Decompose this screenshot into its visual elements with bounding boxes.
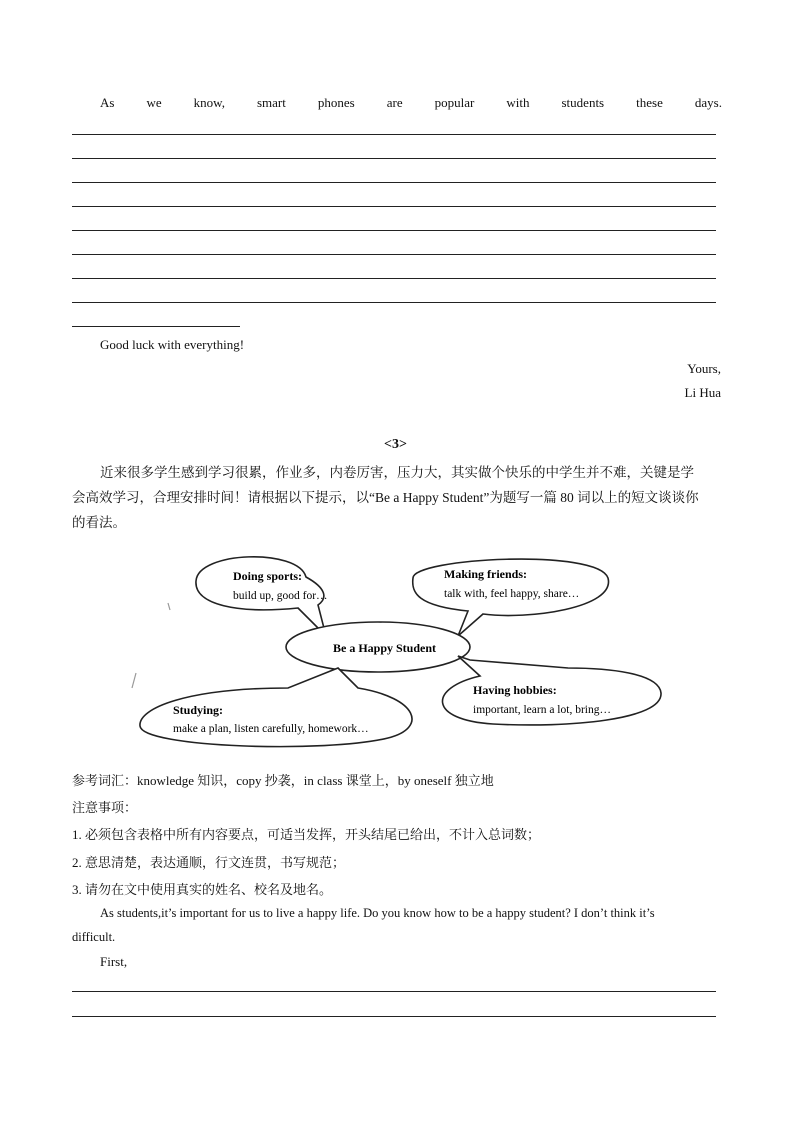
prompt-line: 的看法。 [72,515,126,530]
intro-word: know, [193,95,225,110]
notes-title: 注意事项： [72,800,138,815]
writing-line[interactable] [72,254,716,255]
scan-mark [132,673,136,688]
intro-word: smart [256,95,286,110]
letter-signature: Li Hua [684,385,721,400]
writing-line[interactable] [72,182,716,183]
bubble-title-studying: Studying: [173,703,224,717]
letter-closing: Good luck with everything! [100,337,245,352]
opening-line: As students,it’s important for us to live a happy life. Do you know how to be a happy student? I don’t think it’s [100,906,655,920]
bubble-title-making-friends: Making friends: [444,567,528,581]
opening-line-cont: difficult. [72,930,116,944]
intro-word: we [146,95,162,110]
intro-word: days. [694,95,722,110]
letter-signoff: Yours, [687,361,721,376]
bubble-title-doing-sports: Doing sports: [233,569,303,583]
writing-line[interactable] [72,1016,716,1017]
bubble-body-making-friends: talk with, feel happy, share… [444,588,580,600]
note-item: 3. 请勿在文中使用真实的姓名、校名及地名。 [72,882,333,897]
first-prompt: First, [100,954,128,969]
intro-word: these [636,95,663,110]
center-label: Be a Happy Student [333,641,437,655]
writing-line[interactable] [72,158,716,159]
scan-mark [168,603,170,610]
note-item: 1. 必须包含表格中所有内容要点，可适当发挥，开头结尾已给出，不计入总词数； [72,827,541,842]
intro-word: As [100,95,115,110]
section-prompt [72,460,722,535]
prompt-line: 会高效学习，合理安排时间！请根据以下提示，以“Be a Happy Student”为题写一篇 80 词以上的短文谈谈你 [72,490,699,505]
intro-word: popular [434,95,475,110]
bubble-title-having-hobbies: Having hobbies: [473,683,557,697]
intro-word: are [386,95,403,110]
writing-line[interactable] [72,134,716,135]
writing-line[interactable] [72,230,716,231]
writing-line[interactable] [72,278,716,279]
vocab-hint: 参考词汇：knowledge 知识，copy 抄袭，in class 课堂上，by oneself 独立地 [72,773,494,788]
intro-word: students [561,95,605,110]
writing-line[interactable] [72,991,716,992]
bubble-body-studying: make a plan, listen carefully, homework… [173,723,369,735]
writing-line[interactable] [72,206,716,207]
intro-word: phones [317,95,355,110]
mind-map-diagram [128,548,668,753]
intro-word: with [506,95,530,110]
note-item: 2. 意思清楚，表达通顺，行文连贯，书写规范； [72,855,346,870]
letter-intro-sentence [100,95,722,111]
prompt-line: 近来很多学生感到学习很累，作业多，内卷厉害，压力大，其实做个快乐的中学生并不难，关键是学 [100,465,694,480]
section-heading: <3> [384,437,407,452]
writing-line-short[interactable] [72,326,240,327]
bubble-body-doing-sports: build up, good for… [233,590,328,602]
writing-line[interactable] [72,302,716,303]
bubble-body-having-hobbies: important, learn a lot, bring… [473,704,611,716]
